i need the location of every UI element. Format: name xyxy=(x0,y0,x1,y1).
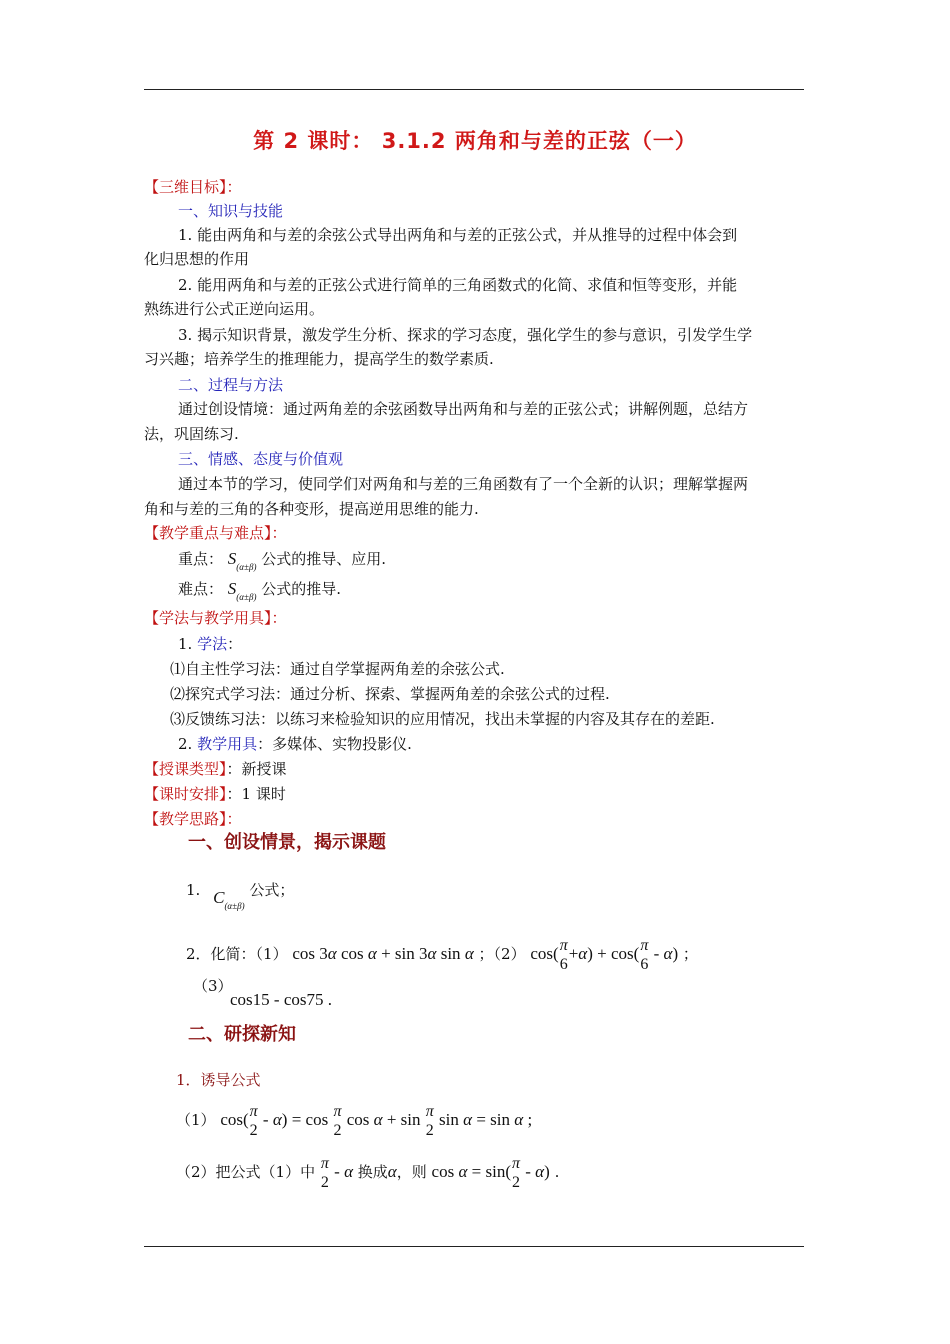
induction-formula-2: cos α = sin( π 2 - α) xyxy=(431,1155,550,1191)
lesson-type-label: 【授课类型】 xyxy=(144,760,227,778)
formula-c-ab: $C_{(\alpha\pm\beta)}$ xyxy=(213,888,245,911)
expr-simplify-1: cos 3α cos α + sin 3α sin α xyxy=(292,943,474,963)
formula-line-1: （1） cos( π 2 - α) = cos π 2 cos α + sin π 2 sin α = sin α ; xyxy=(176,1103,533,1139)
key-point-text: 公式的推导、应用. xyxy=(261,550,386,568)
goal-1-item-1a: 1. 能由两角和与差的余弦公式导出两角和与差的正弦公式，并从推导的过程中体会到 xyxy=(178,226,738,244)
tools-method-3: ⑶反馈练习法：以练习来检验知识的应用情况，找出未掌握的内容及其存在的差距. xyxy=(170,710,715,728)
p1-item-3-label: （3） xyxy=(193,977,233,995)
formula-s-ab-2: $S_{(\alpha\pm\beta)}$ xyxy=(227,579,257,602)
section-tools-label: 【学法与教学用具】： xyxy=(144,609,287,627)
goal-1-item-3b: 习兴趣；培养学生的推理能力，提高学生的数学素质. xyxy=(144,350,494,368)
key-point xyxy=(178,549,806,577)
lesson-time-value: ：1 课时 xyxy=(226,785,286,803)
goal-1-item-2a: 2. 能用两角和与差的正弦公式进行简单的三角函数式的化简、求值和恒等变形，并能 xyxy=(178,276,738,294)
expr-simplify-2: cos( π 6 +α) + cos( π 6 - α) xyxy=(530,937,679,973)
goal-3-label: 三、情感、态度与价值观 xyxy=(178,450,344,468)
lesson-time-label: 【课时安排】 xyxy=(144,785,227,803)
key-point-label: 重点： xyxy=(178,550,224,568)
goal-2-label: 二、过程与方法 xyxy=(178,376,284,394)
goal-3-text-a: 通过本节的学习，使同学们对两角和与差的三角函数有了一个全新的认识；理解掌握两 xyxy=(178,475,749,493)
hard-point-label: 难点： xyxy=(178,580,224,598)
induction-substitution: π 2 - α xyxy=(320,1155,353,1191)
tools-1: 1. 学法： xyxy=(178,635,243,653)
goal-1-item-1b: 化归思想的作用 xyxy=(144,250,250,268)
formula-line-2: （2）把公式（1）中 π 2 - α 换成α，则 cos α = sin( π 2 - α) . xyxy=(176,1155,560,1191)
section-idea-label: 【教学思路】： xyxy=(144,810,242,828)
tools-method-1: ⑴自主性学习法：通过自学掌握两角差的余弦公式. xyxy=(170,660,505,678)
hard-point-text: 公式的推导. xyxy=(261,580,341,598)
part-2-heading: 二、研探新知 xyxy=(188,1024,296,1045)
section-key-label: 【教学重点与难点】： xyxy=(144,524,287,542)
goal-1-label: 一、知识与技能 xyxy=(178,202,284,220)
header-rule xyxy=(144,89,804,90)
part-1-heading: 一、创设情景，揭示课题 xyxy=(188,832,386,853)
page-title: 第 2 课时： 3.1.2 两角和与差的正弦（一） xyxy=(253,129,697,153)
tools-method-2: ⑵探究式学习法：通过分析、探索、掌握两角差的余弦公式的过程. xyxy=(170,685,610,703)
lesson-type-value: ：新授课 xyxy=(226,760,287,778)
tools-2: 2. 教学用具：多媒体、实物投影仪. xyxy=(178,735,412,753)
goal-2-text-a: 通过创设情境：通过两角差的余弦函数导出两角和与差的正弦公式；讲解例题，总结方 xyxy=(178,400,749,418)
p1-item-3-expr: cos15 - cos75 . xyxy=(230,990,332,1009)
footer-rule xyxy=(144,1246,804,1247)
p1-item-1: 1. $C_{(\alpha\pm\beta)}$ 公式； xyxy=(186,881,295,911)
tools-1-label: 学法 xyxy=(197,635,228,653)
induce-label: 1．诱导公式 xyxy=(176,1071,261,1089)
goal-3-text-b: 角和与差的三角的各种变形，提高逆用思维的能力. xyxy=(144,500,479,518)
goal-1-item-2b: 熟练进行公式正逆向运用。 xyxy=(144,300,325,318)
induction-formula-1: cos( π 2 - α) = cos π 2 cos α + sin π 2 sin α = sin α ; xyxy=(220,1103,533,1139)
formula-s-ab: $S_{(\alpha\pm\beta)}$ xyxy=(227,549,257,572)
goal-2-text-b: 法，巩固练习. xyxy=(144,425,239,443)
goal-1-item-3a: 3. 揭示知识背景，激发学生分析、探求的学习态度，强化学生的参与意识，引发学生学 xyxy=(178,326,753,344)
hard-point xyxy=(178,579,806,607)
p1-item-2: 2．化简：（1） cos 3α cos α + sin 3α sin α ；（2） cos( π 6 +α) + cos( π 6 - α) ； xyxy=(186,937,698,973)
section-goals-label: 【三维目标】： xyxy=(144,178,242,196)
lesson-time xyxy=(144,784,806,804)
tools-2-label: 教学用具 xyxy=(197,735,258,753)
lesson-type xyxy=(144,759,806,779)
